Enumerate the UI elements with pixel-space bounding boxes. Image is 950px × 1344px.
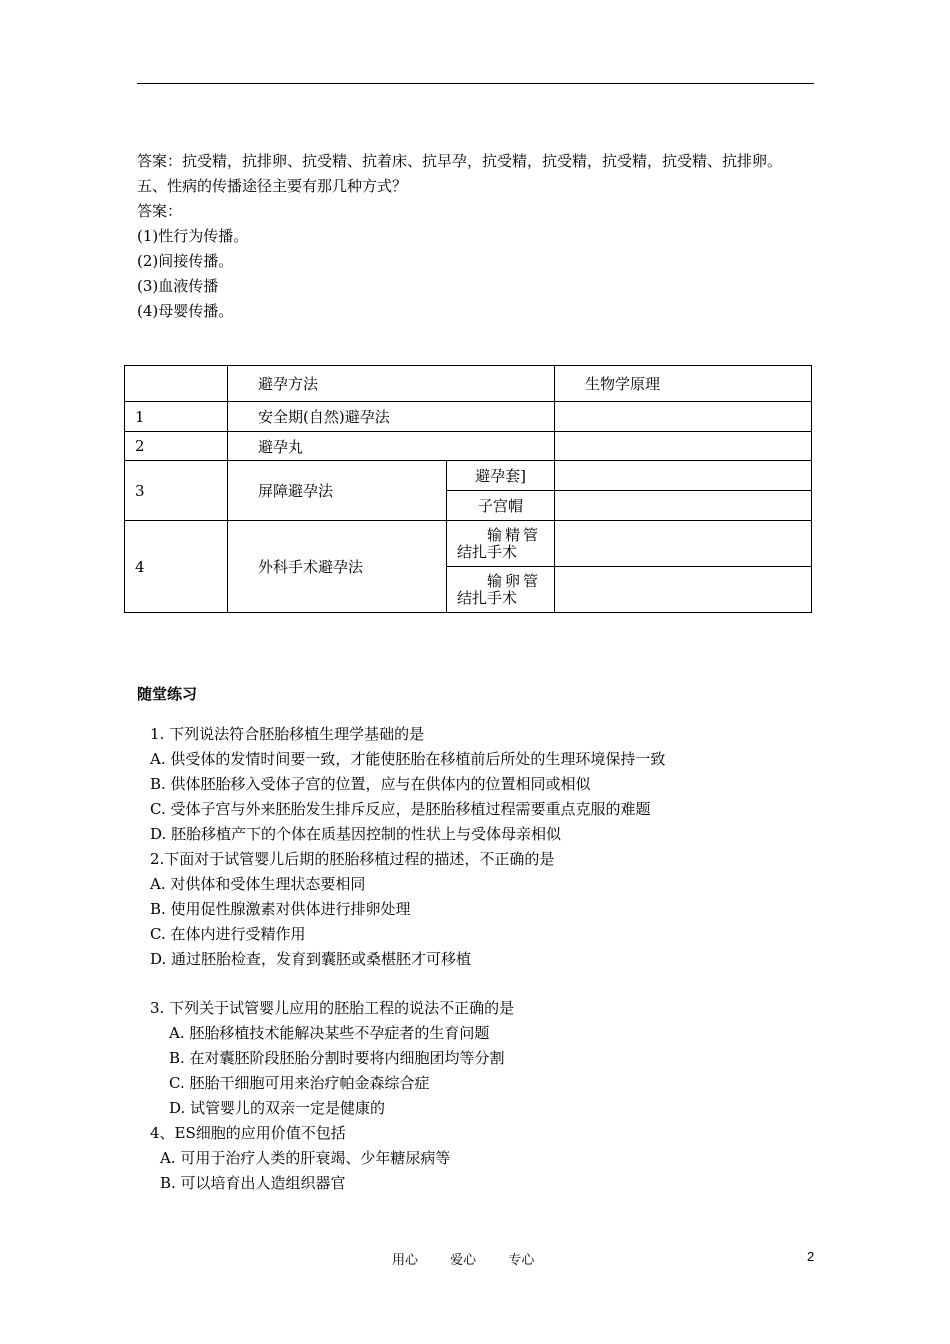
question-3: 3. 下列关于试管婴儿应用的胚胎工程的说法不正确的是 bbox=[150, 999, 515, 1017]
table-header-row bbox=[125, 366, 812, 402]
question-1: 1. 下列说法符合胚胎移植生理学基础的是 bbox=[150, 725, 425, 743]
q4-option-b: B. 可以培育出人造组织器官 bbox=[160, 1174, 346, 1192]
q2-option-d: D. 通过胚胎检查，发育到囊胚或桑椹胚才可移植 bbox=[150, 950, 472, 968]
contraception-table bbox=[124, 365, 812, 613]
table-row bbox=[125, 432, 812, 461]
q4-option-a: A. 可用于治疗人类的肝衰竭、少年糖尿病等 bbox=[160, 1149, 451, 1167]
answer-item-4: (4)母婴传播。 bbox=[137, 302, 234, 320]
row-number: 3 bbox=[125, 461, 228, 521]
footer-word: 用心 bbox=[392, 1253, 419, 1268]
header-rule bbox=[137, 83, 814, 84]
page-number: 2 bbox=[807, 1249, 815, 1264]
row-method: 外科手术避孕法 bbox=[228, 521, 447, 613]
sub-method bbox=[447, 567, 555, 613]
row-method: 安全期(自然)避孕法 bbox=[228, 402, 555, 432]
sub-method-line: 结扎手术 bbox=[457, 588, 518, 607]
question-4: 4、ES细胞的应用价值不包括 bbox=[150, 1124, 346, 1142]
sub-method: 子宫帽 bbox=[447, 491, 555, 521]
answer-item-2: (2)间接传播。 bbox=[137, 252, 234, 270]
answer-item-1: (1)性行为传播。 bbox=[137, 227, 249, 245]
header-principle: 生物学原理 bbox=[555, 366, 812, 402]
row-number: 4 bbox=[125, 521, 228, 613]
answer-line: 答案：抗受精，抗排卵、抗受精、抗着床、抗早孕，抗受精，抗受精，抗受精，抗受精、抗排卵。 bbox=[137, 152, 783, 170]
sub-method-line: 结扎手术 bbox=[457, 542, 518, 561]
sub-method-line: 输精管 bbox=[487, 525, 542, 544]
q3-option-b: B. 在对囊胚阶段胚胎分割时要将内细胞团均等分割 bbox=[169, 1049, 505, 1067]
table-row bbox=[125, 521, 812, 567]
row-method: 屏障避孕法 bbox=[228, 461, 447, 521]
sub-method: 避孕套] bbox=[447, 461, 555, 491]
principle-cell bbox=[555, 521, 812, 567]
q2-option-a: A. 对供体和受体生理状态要相同 bbox=[150, 875, 366, 893]
principle-cell bbox=[555, 432, 812, 461]
sub-method-line: 输卵管 bbox=[487, 571, 542, 590]
answer-label: 答案： bbox=[137, 202, 183, 220]
principle-cell bbox=[555, 567, 812, 613]
q3-option-c: C. 胚胎干细胞可用来治疗帕金森综合症 bbox=[169, 1074, 430, 1092]
row-method: 避孕丸 bbox=[228, 432, 555, 461]
q1-option-c: C. 受体子宫与外来胚胎发生排斥反应，是胚胎移植过程需要重点克服的难题 bbox=[150, 800, 651, 818]
footer-slogan bbox=[392, 1249, 562, 1268]
header-method: 避孕方法 bbox=[228, 366, 555, 402]
question-5: 五、性病的传播途径主要有那几种方式？ bbox=[137, 177, 408, 195]
table-row bbox=[125, 402, 812, 432]
q1-option-b: B. 供体胚胎移入受体子宫的位置，应与在供体内的位置相同或相似 bbox=[150, 775, 591, 793]
footer-word: 专心 bbox=[508, 1253, 535, 1268]
q3-option-a: A. 胚胎移植技术能解决某些不孕症者的生育问题 bbox=[169, 1024, 490, 1042]
q2-option-c: C. 在体内进行受精作用 bbox=[150, 925, 306, 943]
question-2: 2.下面对于试管婴儿后期的胚胎移植过程的描述，不正确的是 bbox=[150, 850, 555, 868]
row-number: 1 bbox=[125, 402, 228, 432]
table-row bbox=[125, 461, 812, 491]
practice-title: 随堂练习 bbox=[137, 685, 198, 703]
answer-item-3: (3)血液传播 bbox=[137, 277, 219, 295]
principle-cell bbox=[555, 461, 812, 491]
sub-method bbox=[447, 521, 555, 567]
q2-option-b: B. 使用促性腺激素对供体进行排卵处理 bbox=[150, 900, 411, 918]
table-cell bbox=[125, 366, 228, 402]
q1-option-a: A. 供受体的发情时间要一致，才能使胚胎在移植前后所处的生理环境保持一致 bbox=[150, 750, 666, 768]
q1-option-d: D. 胚胎移植产下的个体在质基因控制的性状上与受体母亲相似 bbox=[150, 825, 562, 843]
q3-option-d: D. 试管婴儿的双亲一定是健康的 bbox=[169, 1099, 386, 1117]
principle-cell bbox=[555, 491, 812, 521]
footer-word: 爱心 bbox=[450, 1253, 477, 1268]
principle-cell bbox=[555, 402, 812, 432]
row-number: 2 bbox=[125, 432, 228, 461]
